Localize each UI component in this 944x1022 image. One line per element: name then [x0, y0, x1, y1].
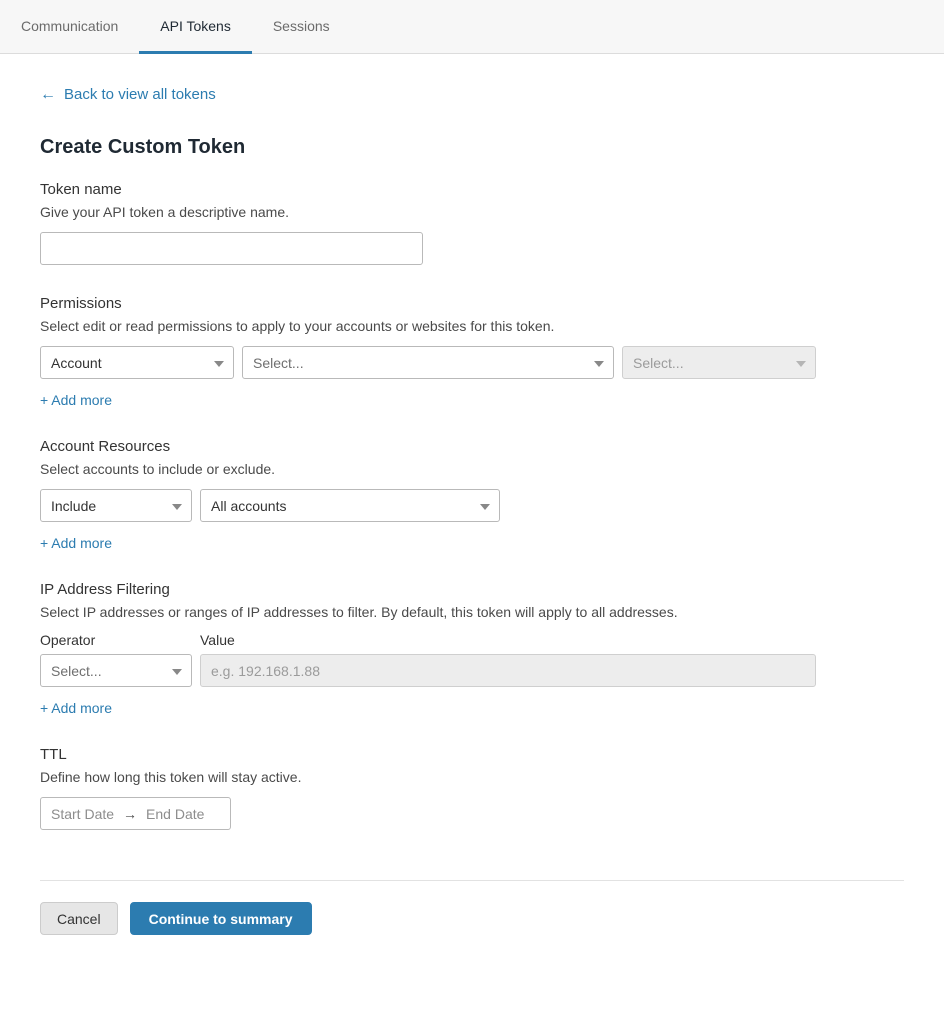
ttl-description: Define how long this token will stay active.: [40, 769, 302, 785]
ip-filtering-section: [40, 581, 904, 716]
cancel-button[interactable]: Cancel: [40, 902, 118, 935]
permission-level-value: Select...: [633, 354, 684, 371]
chevron-down-icon: [172, 504, 182, 510]
permissions-section: [40, 295, 904, 408]
permissions-description: Select edit or read permissions to apply to your accounts or websites for this token.: [40, 318, 555, 334]
continue-to-summary-button[interactable]: Continue to summary: [130, 902, 312, 935]
permission-level-select: [622, 346, 816, 379]
tab-communication[interactable]: [0, 0, 139, 54]
ttl-section: [40, 746, 904, 830]
tab-communication-label: Communication: [21, 17, 119, 34]
account-resources-section: [40, 438, 904, 551]
tab-api-tokens-label: API Tokens: [160, 17, 231, 34]
account-resources-mode-value: Include: [51, 497, 97, 514]
ip-operator-value: Select...: [51, 662, 102, 679]
ip-operator-label: Operator: [40, 632, 96, 648]
permission-scope-value: Account: [51, 354, 102, 371]
token-name-label: Token name: [40, 181, 122, 198]
permission-scope-select[interactable]: [40, 346, 234, 379]
ttl-start-date[interactable]: Start Date: [51, 805, 115, 822]
ttl-end-date[interactable]: End Date: [146, 805, 205, 822]
back-link-label: Back to view all tokens: [64, 86, 216, 103]
account-resources-description: Select accounts to include or exclude.: [40, 461, 276, 477]
ip-value-label: Value: [200, 632, 235, 648]
page-title: Create Custom Token: [40, 136, 246, 158]
account-resources-row: [40, 489, 904, 522]
ip-filtering-add-more-link[interactable]: + Add more: [40, 700, 112, 716]
tab-bar: [0, 0, 944, 54]
account-resources-mode-select[interactable]: [40, 489, 192, 522]
account-resources-add-more-link[interactable]: + Add more: [40, 535, 112, 551]
tab-api-tokens[interactable]: [139, 0, 252, 54]
token-name-section: [40, 181, 904, 265]
ip-value-input[interactable]: [200, 654, 816, 687]
form-footer: [40, 880, 904, 935]
chevron-down-icon: [796, 361, 806, 367]
permissions-label: Permissions: [40, 295, 122, 312]
tab-sessions[interactable]: [252, 0, 351, 54]
permissions-add-more-link[interactable]: + Add more: [40, 392, 112, 408]
chevron-down-icon: [480, 504, 490, 510]
ip-filtering-label: IP Address Filtering: [40, 581, 170, 598]
chevron-down-icon: [214, 361, 224, 367]
ip-operator-field: [40, 632, 192, 687]
ip-filtering-row: [40, 632, 904, 687]
chevron-down-icon: [172, 669, 182, 675]
ttl-date-range-picker[interactable]: [40, 797, 231, 830]
arrow-right-icon: →: [123, 805, 138, 822]
arrow-left-icon: ←: [40, 85, 56, 103]
permission-resource-select[interactable]: [242, 346, 614, 379]
create-token-page: [0, 86, 944, 935]
token-name-description: Give your API token a descriptive name.: [40, 204, 290, 220]
ip-filtering-description: Select IP addresses or ranges of IP addresses to filter. By default, this token will apply to all addresses.: [40, 604, 678, 620]
ip-value-field: [200, 632, 816, 687]
account-resources-label: Account Resources: [40, 438, 171, 455]
chevron-down-icon: [594, 361, 604, 367]
ttl-label: TTL: [40, 746, 67, 763]
tab-sessions-label: Sessions: [272, 17, 330, 34]
account-resources-accounts-select[interactable]: [200, 489, 500, 522]
permission-resource-value: Select...: [253, 354, 304, 371]
ip-operator-select[interactable]: [40, 654, 192, 687]
permissions-row: [40, 346, 904, 379]
back-to-all-tokens-link[interactable]: [40, 86, 216, 103]
account-resources-accounts-value: All accounts: [211, 497, 287, 514]
token-name-input[interactable]: [40, 232, 423, 265]
